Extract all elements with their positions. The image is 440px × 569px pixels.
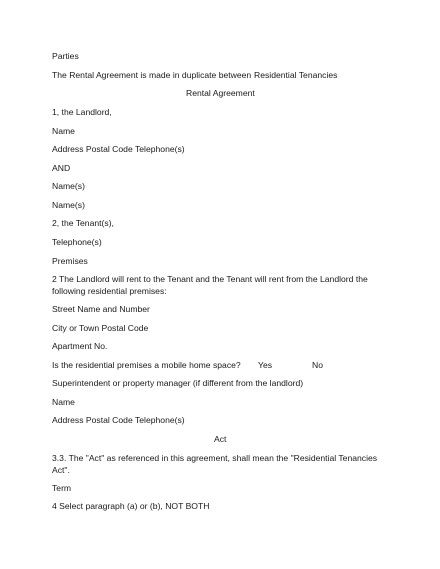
premises-heading: Premises bbox=[52, 256, 88, 266]
intro-text: The Rental Agreement is made in duplicate between bbox=[52, 70, 252, 80]
act-heading: Act bbox=[214, 434, 227, 444]
intro-right-text: Residential Tenancies bbox=[254, 70, 338, 80]
tenant-names-field-2: Name(s) bbox=[52, 200, 85, 210]
landlord-address-field: Address Postal Code Telephone(s) bbox=[52, 144, 185, 154]
select-paragraph-instruction: 4 Select paragraph (a) or (b), NOT BOTH bbox=[52, 501, 210, 511]
superintendent-name-field: Name bbox=[52, 397, 75, 407]
and-label: AND bbox=[52, 163, 71, 173]
document-title: Rental Agreement bbox=[186, 88, 255, 98]
tenant-telephone-field: Telephone(s) bbox=[52, 237, 102, 247]
street-field: Street Name and Number bbox=[52, 304, 150, 314]
superintendent-address-field: Address Postal Code Telephone(s) bbox=[52, 415, 185, 425]
no-option: No bbox=[312, 360, 323, 370]
landlord-label: 1, the Landlord, bbox=[52, 107, 112, 117]
yes-option: Yes bbox=[258, 360, 273, 370]
term-heading: Term bbox=[52, 483, 72, 493]
apartment-field: Apartment No. bbox=[52, 341, 108, 351]
parties-heading: Parties bbox=[52, 51, 79, 61]
premises-paragraph: 2 The Landlord will rent to the Tenant and the Tenant will rent from the Landlord the following residential premises: bbox=[52, 274, 368, 296]
tenant-label: 2, the Tenant(s), bbox=[52, 218, 114, 228]
city-field: City or Town Postal Code bbox=[52, 323, 149, 333]
mobile-home-question: Is the residential premises a mobile home space? bbox=[52, 360, 241, 370]
act-paragraph: 3.3. The "Act" as referenced in this agreement, shall mean the "Residential Tenancies Act". bbox=[52, 453, 378, 475]
tenant-names-field-1: Name(s) bbox=[52, 181, 85, 191]
landlord-name-field: Name bbox=[52, 126, 75, 136]
superintendent-label: Superintendent or property manager (if different from the landlord) bbox=[52, 378, 304, 388]
